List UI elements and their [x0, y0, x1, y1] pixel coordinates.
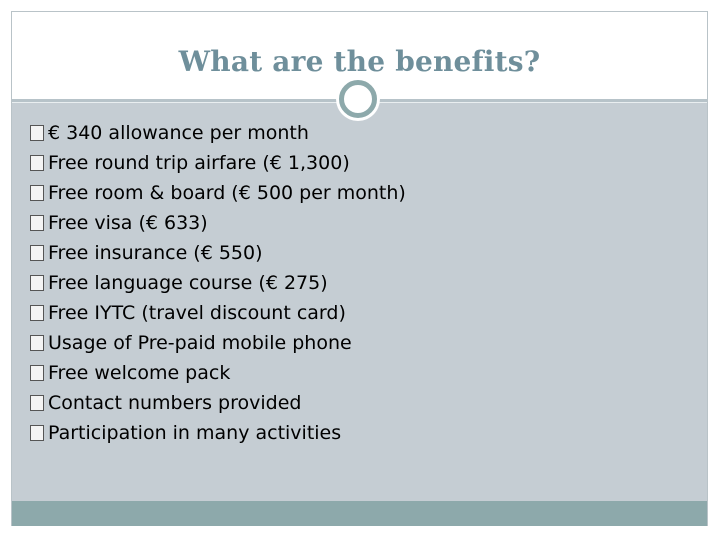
list-item	[30, 238, 406, 268]
list-item	[30, 298, 406, 328]
list-item	[30, 358, 406, 388]
ring-icon	[339, 80, 377, 118]
footer-band	[12, 501, 707, 526]
list-item	[30, 208, 406, 238]
list-item-text: Free insurance (€ 550)	[48, 242, 263, 264]
missing-glyph-box-icon	[30, 245, 44, 261]
missing-glyph-box-icon	[30, 365, 44, 381]
list-item	[30, 268, 406, 298]
list-item-text: Usage of Pre-paid mobile phone	[48, 332, 352, 354]
missing-glyph-box-icon	[30, 215, 44, 231]
list-item	[30, 388, 406, 418]
missing-glyph-box-icon	[30, 335, 44, 351]
list-item-text: Free room & board (€ 500 per month)	[48, 182, 406, 204]
list-item	[30, 118, 406, 148]
missing-glyph-box-icon	[30, 155, 44, 171]
missing-glyph-box-icon	[30, 125, 44, 141]
benefits-list	[30, 118, 406, 448]
list-item-text: Free welcome pack	[48, 362, 231, 384]
slide-title: What are the benefits?	[178, 45, 541, 78]
list-item	[30, 148, 406, 178]
missing-glyph-box-icon	[30, 395, 44, 411]
list-item	[30, 418, 406, 448]
list-item-text: Free visa (€ 633)	[48, 212, 208, 234]
list-item-text: Contact numbers provided	[48, 392, 302, 414]
missing-glyph-box-icon	[30, 305, 44, 321]
missing-glyph-box-icon	[30, 425, 44, 441]
list-item-text: Free language course (€ 275)	[48, 272, 328, 294]
missing-glyph-box-icon	[30, 275, 44, 291]
list-item-text: Participation in many activities	[48, 422, 342, 444]
list-item-text: Free IYTC (travel discount card)	[48, 302, 346, 324]
list-item	[30, 328, 406, 358]
missing-glyph-box-icon	[30, 185, 44, 201]
list-item	[30, 178, 406, 208]
list-item-text: € 340 allowance per month	[48, 122, 309, 144]
list-item-text: Free round trip airfare (€ 1,300)	[48, 152, 350, 174]
